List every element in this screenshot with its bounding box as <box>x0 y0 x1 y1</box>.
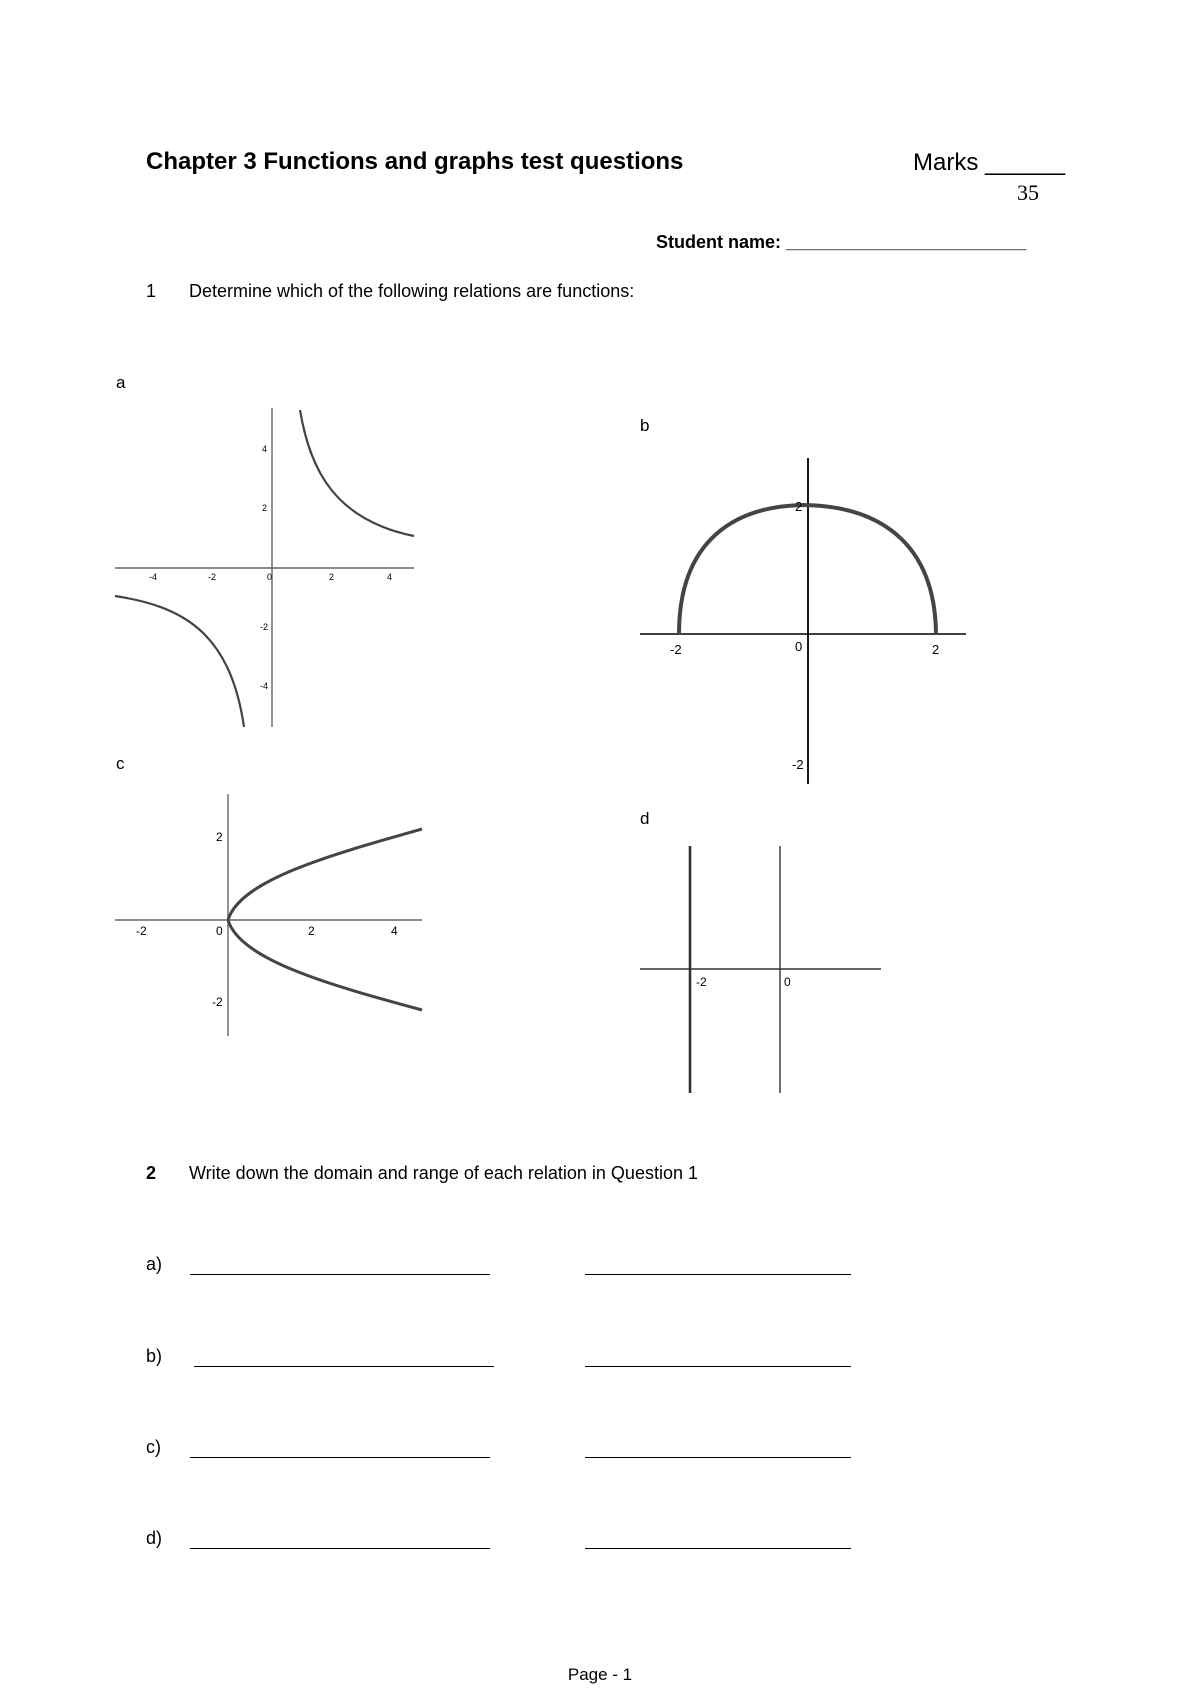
graph-c-tick: 2 <box>308 924 315 938</box>
answer-d-domain-line[interactable] <box>190 1548 490 1549</box>
page-title: Chapter 3 Functions and graphs test questions <box>146 148 684 175</box>
question-2-number: 2 <box>146 1163 157 1183</box>
graph-c-tick: -2 <box>212 995 223 1009</box>
graph-c-tick: 4 <box>391 924 398 938</box>
graph-c-label: c <box>116 754 125 773</box>
graph-a-tick: 4 <box>262 444 268 454</box>
graph-a-tick: 4 <box>387 572 393 582</box>
answer-b-range-line[interactable] <box>585 1366 851 1367</box>
question-2-text: Write down the domain and range of each relation in Question 1 <box>189 1163 698 1183</box>
marks-label: Marks ______ <box>913 149 1066 176</box>
graph-d-tick: 0 <box>784 975 791 989</box>
graph-a-tick: -4 <box>149 572 158 582</box>
graph-b-label: b <box>640 416 650 435</box>
graph-a-tick: -2 <box>208 572 217 582</box>
graph-a-tick: 2 <box>262 503 268 513</box>
graph-b-tick: 0 <box>795 639 803 654</box>
graph-b-tick: -2 <box>670 642 682 657</box>
graph-a-label: a <box>116 373 126 392</box>
answer-a-label: a) <box>146 1254 163 1274</box>
answer-d-range-line[interactable] <box>585 1548 851 1549</box>
graph-a-tick: -2 <box>260 622 269 632</box>
graph-a-tick: 0 <box>267 572 273 582</box>
graph-b-tick: 2 <box>932 642 940 657</box>
graph-c-tick: 0 <box>216 924 223 938</box>
answer-b-label: b) <box>146 1346 163 1366</box>
answer-d-label: d) <box>146 1528 163 1548</box>
graph-a-tick: -4 <box>260 681 269 691</box>
graph-d-label: d <box>640 809 650 828</box>
question-1-text: Determine which of the following relations are functions: <box>189 281 635 301</box>
question-1-number: 1 <box>146 281 157 301</box>
answer-a-domain-line[interactable] <box>190 1274 490 1275</box>
graph-c-tick: -2 <box>136 924 147 938</box>
graph-a-tick: 2 <box>329 572 335 582</box>
marks-total: 35 <box>1017 180 1039 205</box>
student-name-field: Student name: ________________________ <box>656 232 1027 252</box>
answer-c-domain-line[interactable] <box>190 1457 490 1458</box>
answer-c-label: c) <box>146 1437 161 1457</box>
graph-c-tick: 2 <box>216 830 223 844</box>
graph-b-tick: -2 <box>792 757 804 772</box>
graph-d-tick: -2 <box>696 975 707 989</box>
page-number: Page - 1 <box>567 1665 633 1684</box>
answer-a-range-line[interactable] <box>585 1274 851 1275</box>
answer-c-range-line[interactable] <box>585 1457 851 1458</box>
answer-b-domain-line[interactable] <box>194 1366 494 1367</box>
graph-b-tick: 2 <box>795 499 803 514</box>
